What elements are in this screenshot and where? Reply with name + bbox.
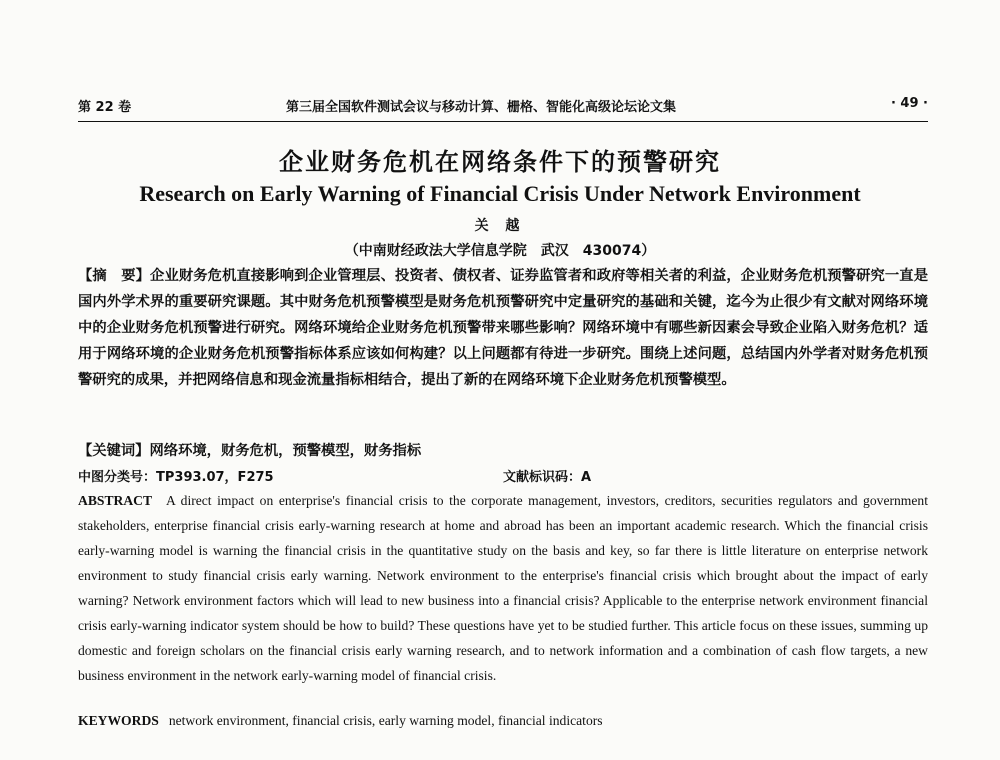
abstract-en-label: ABSTRACT (78, 493, 153, 508)
title-chinese: 企业财务危机在网络条件下的预警研究 (279, 148, 721, 176)
keywords-english (78, 713, 928, 729)
abstract-chinese (78, 263, 928, 393)
title-english: Research on Early Warning of Financial Crisis Under Network Environment (139, 181, 861, 206)
keywords-cn-text: 网络环境，财务危机，预警模型，财务指标 (149, 443, 422, 459)
abstract-en-text: A direct impact on enterprise's financial crisis to the corporate management, investors, creditors, securities regulators and government stakeholders, enterprise financial crisis early-warning research at home and abroad has been an important academic research. Which the financial crisis early-warning model is warning the financial crisis in the quantitative study on the basis and key, so far there is little literature on enterprise network environment to study financial crisis early warning. Network environment to the enterprise's financial crisis which brought about the impact of early warning? Network environment factors which will lead to new business into a financial crisis? Applicable to the enterprise network environment financial crisis early-warning indicator system should be how to build? These questions have yet to be studied further. This article focus on these issues, summing up domestic and foreign scholars on the financial crisis early warning research, and to network information and a combination of cash flow targets, a new business environment in the network early-warning model of financial crisis. (78, 493, 928, 683)
abstract-cn-label: 【摘 要】 (78, 268, 151, 284)
abstract-cn-text: 企业财务危机直接影响到企业管理层、投资者、债权者、证券监管者和政府等相关者的利益，企业财务危机预警研究一直是国内外学术界的重要研究课题。其中财务危机预警模型是财务危机预警研究中定量研究的基础和关键，迄今为止很少有文献对网络环境中的企业财务危机预警进行研究。网络环境给企业财务危机预警带来哪些影响？网络环境中有哪些新因素会导致企业陷入财务危机？适用于网络环境的企业财务危机预警指标体系应该如何构建？以上问题都有待进一步研究。围绕上述问题，总结国内外学者对财务危机预警研究的成果，并把网络信息和现金流量指标相结合，提出了新的在网络环境下企业财务危机预警模型。 (78, 268, 928, 388)
clc-number: 中图分类号：TP393.07，F275 (78, 470, 274, 485)
abstract-english (78, 488, 928, 688)
volume-label: 第 22 卷 (78, 100, 132, 115)
running-header (78, 94, 928, 116)
page-number: · 49 · (890, 96, 928, 111)
keywords-en-label: KEYWORDS (78, 713, 159, 728)
author-name: 关 越 (474, 218, 526, 234)
classification-line (78, 466, 928, 486)
keywords-chinese (78, 440, 928, 460)
header-rule (78, 121, 928, 122)
keywords-en-text: network environment, financial crisis, early warning model, financial indicators (168, 713, 603, 728)
author-affiliation: （中南财经政法大学信息学院 武汉 430074） (344, 243, 656, 259)
journal-title: 第三届全国软件测试会议与移动计算、栅格、智能化高级论坛论文集 (286, 100, 677, 115)
document-code: 文献标识码：A (503, 470, 592, 485)
keywords-cn-label: 【关键词】 (78, 443, 150, 459)
